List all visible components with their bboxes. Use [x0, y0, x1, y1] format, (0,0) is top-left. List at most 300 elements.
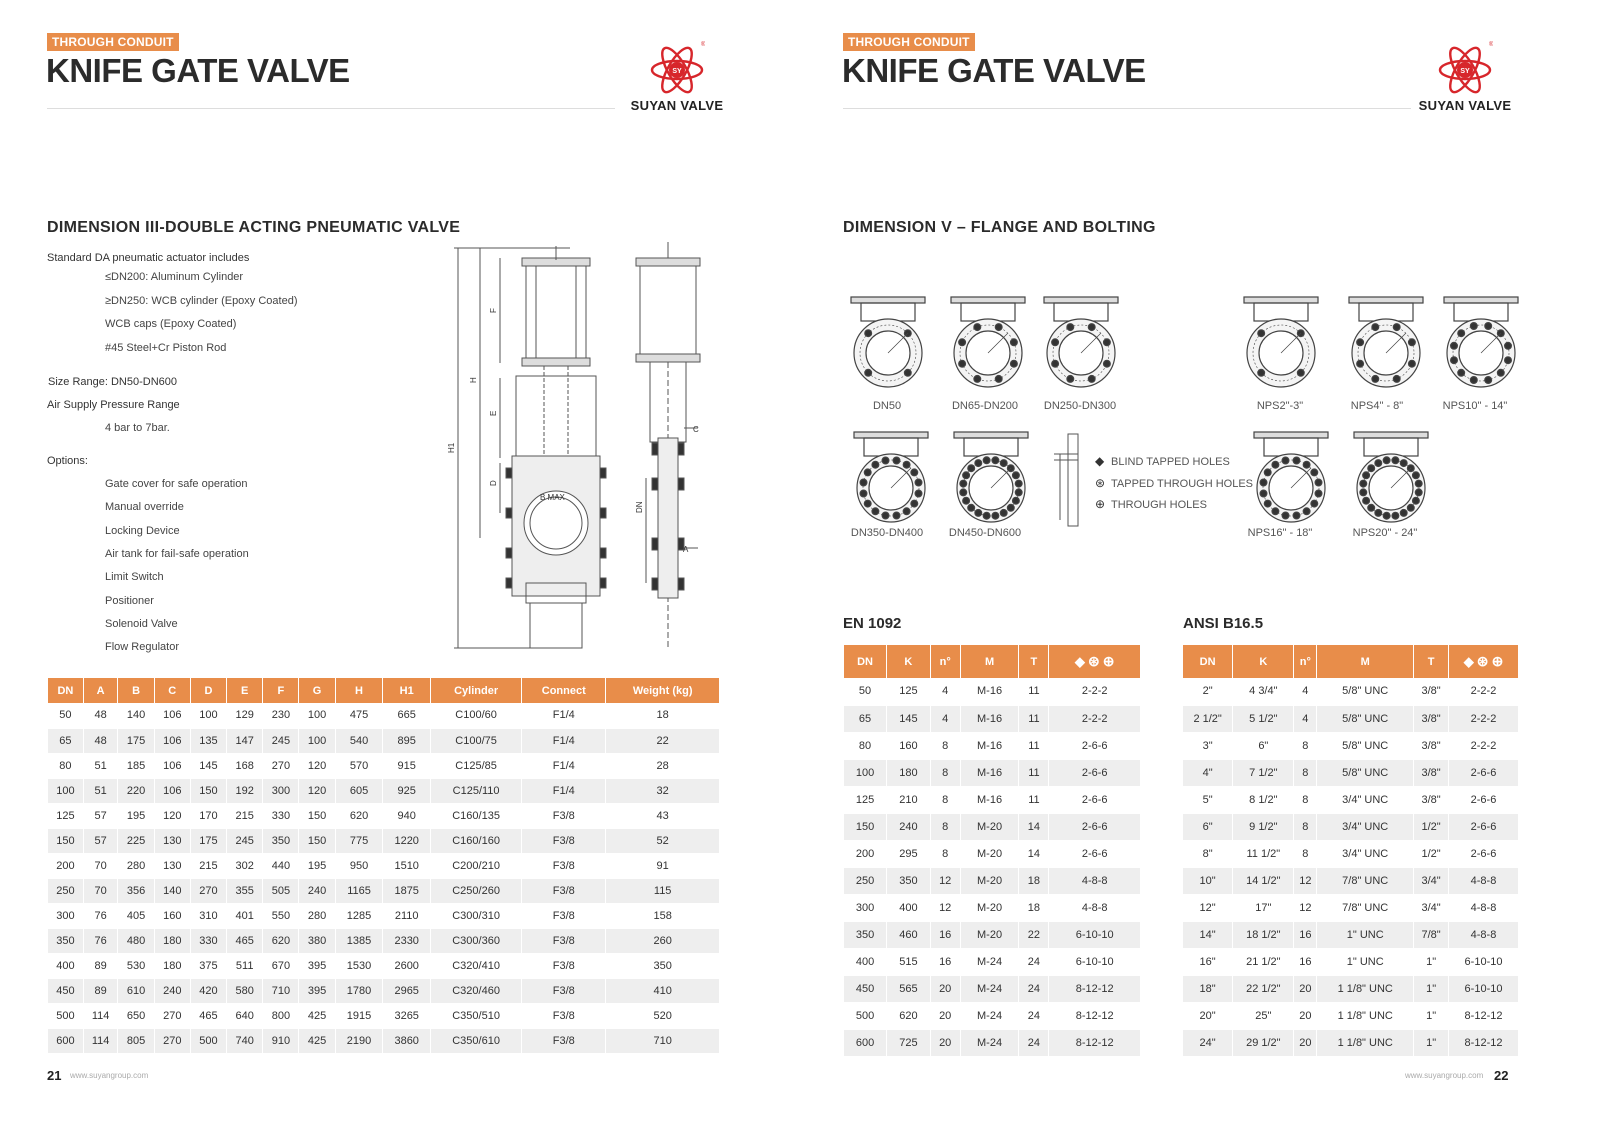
table-cell: 550: [263, 903, 299, 928]
crosshair-circle-icon: ⊕: [1095, 497, 1106, 511]
page-number: 21: [47, 1068, 62, 1083]
footer-url[interactable]: www.suyangroup.com: [70, 1071, 149, 1080]
table-cell: 80: [48, 753, 83, 778]
table-cell: 6-10-10: [1449, 975, 1519, 1002]
table-cell: 16: [930, 921, 960, 948]
table-cell: 195: [299, 853, 335, 878]
table-cell: 57: [83, 803, 118, 828]
table-cell: F3/8: [522, 928, 606, 953]
table-cell: 270: [154, 1028, 190, 1053]
table-cell: 6-10-10: [1049, 921, 1141, 948]
table-cell: C100/75: [431, 728, 522, 753]
header-divider: [843, 108, 1411, 109]
table-cell: 670: [263, 953, 299, 978]
table-cell: 6-10-10: [1449, 948, 1519, 975]
table-cell: 440: [263, 853, 299, 878]
column-header: H: [335, 678, 383, 703]
table-cell: 52: [606, 828, 720, 853]
table-cell: 465: [190, 1003, 226, 1028]
table-cell: 14: [1019, 813, 1049, 840]
table-cell: 16: [930, 948, 960, 975]
table-cell: 8: [1294, 786, 1317, 813]
atom-logo-icon: [1437, 38, 1493, 96]
table-cell: F3/8: [522, 878, 606, 903]
table-cell: 5/8" UNC: [1317, 705, 1414, 732]
table-cell: 650: [118, 1003, 154, 1028]
table-cell: 215: [190, 853, 226, 878]
table-cell: 24": [1183, 1029, 1233, 1056]
table-cell: 12: [1294, 894, 1317, 921]
dim-label-a: A: [683, 545, 689, 554]
table-cell: 1385: [335, 928, 383, 953]
table-cell: 1" UNC: [1317, 948, 1414, 975]
table-cell: 240: [299, 878, 335, 903]
column-header: M: [1317, 645, 1414, 678]
table-row: [1183, 759, 1519, 786]
table-cell: 2-6-6: [1049, 840, 1141, 867]
table-cell: 125: [844, 786, 887, 813]
table-row: [48, 753, 720, 778]
table-cell: 620: [263, 928, 299, 953]
table-cell: 460: [887, 921, 931, 948]
table-cell: 51: [83, 753, 118, 778]
table-cell: 6": [1183, 813, 1233, 840]
table-cell: 710: [263, 978, 299, 1003]
table-cell: 8-12-12: [1049, 1002, 1141, 1029]
table-cell: 520: [606, 1003, 720, 1028]
table-cell: 65: [844, 705, 887, 732]
table-cell: F3/8: [522, 903, 606, 928]
section-heading: DIMENSION III-DOUBLE ACTING PNEUMATIC VALVE: [47, 219, 461, 236]
table-cell: 350: [48, 928, 83, 953]
table-cell: 3860: [383, 1028, 431, 1053]
table-cell: 245: [263, 728, 299, 753]
table-cell: 4-8-8: [1049, 894, 1141, 921]
table-cell: 400: [844, 948, 887, 975]
table-cell: 260: [606, 928, 720, 953]
table-row: [844, 813, 1141, 840]
table-cell: 14": [1183, 921, 1233, 948]
table-cell: 9 1/2": [1233, 813, 1294, 840]
table-cell: F1/4: [522, 778, 606, 803]
column-header: Cylinder: [431, 678, 522, 703]
table-cell: 210: [887, 786, 931, 813]
table-cell: 5/8" UNC: [1317, 678, 1414, 705]
option-item: Limit Switch: [105, 571, 164, 583]
flange-label: NPS10" - 14": [1442, 400, 1508, 412]
table-cell: 600: [48, 1028, 83, 1053]
table-cell: 25": [1233, 1002, 1294, 1029]
column-header: H1: [383, 678, 431, 703]
table-cell: 18 1/2": [1233, 921, 1294, 948]
section-heading: DIMENSION V – FLANGE AND BOLTING: [843, 219, 1156, 236]
table-cell: M-24: [960, 1029, 1019, 1056]
option-item: Gate cover for safe operation: [105, 478, 248, 490]
table-cell: 175: [118, 728, 154, 753]
ansi-table: [1183, 645, 1519, 1057]
table-cell: 775: [335, 828, 383, 853]
table-cell: 100: [299, 703, 335, 728]
table-row: [844, 705, 1141, 732]
table-cell: 100: [190, 703, 226, 728]
en1092-table: [844, 645, 1141, 1057]
table-cell: F3/8: [522, 803, 606, 828]
table-cell: 140: [154, 878, 190, 903]
table-cell: 302: [227, 853, 263, 878]
table-cell: 8-12-12: [1049, 975, 1141, 1002]
table-cell: 270: [190, 878, 226, 903]
table-row: [48, 1003, 720, 1028]
column-header: T: [1414, 645, 1449, 678]
table-cell: M-16: [960, 678, 1019, 705]
table-cell: 21 1/2": [1233, 948, 1294, 975]
table-row: [1183, 813, 1519, 840]
option-item: Locking Device: [105, 525, 180, 537]
table-cell: 114: [83, 1003, 118, 1028]
table-cell: C350/610: [431, 1028, 522, 1053]
table-cell: 200: [48, 853, 83, 878]
table-cell: 270: [263, 753, 299, 778]
dim-label-e: E: [489, 410, 498, 416]
table-cell: 1 1/8" UNC: [1317, 1002, 1414, 1029]
table-cell: 355: [227, 878, 263, 903]
table-cell: 3": [1183, 732, 1233, 759]
brand-name: SUYAN VALVE: [630, 98, 724, 113]
table-cell: C320/410: [431, 953, 522, 978]
table-cell: 14 1/2": [1233, 867, 1294, 894]
table-cell: 220: [118, 778, 154, 803]
table-cell: C320/460: [431, 978, 522, 1003]
table-cell: 43: [606, 803, 720, 828]
table-cell: 425: [299, 1003, 335, 1028]
table-cell: 150: [299, 828, 335, 853]
table-cell: 100: [299, 728, 335, 753]
table-cell: 515: [887, 948, 931, 975]
table-row: [48, 853, 720, 878]
table-cell: 11: [1019, 678, 1049, 705]
table-row: [48, 978, 720, 1003]
table-cell: 605: [335, 778, 383, 803]
table-cell: 51: [83, 778, 118, 803]
table-cell: 120: [154, 803, 190, 828]
flange-label: NPS16" - 18": [1247, 527, 1313, 539]
table-cell: 1510: [383, 853, 431, 878]
section-tag: THROUGH CONDUIT: [843, 33, 975, 51]
table-cell: 450: [844, 975, 887, 1002]
table-cell: 24: [1019, 948, 1049, 975]
table-row: [844, 948, 1141, 975]
table-cell: 16: [1294, 921, 1317, 948]
table-cell: 50: [844, 678, 887, 705]
table-cell: 7/8" UNC: [1317, 894, 1414, 921]
option-item: Manual override: [105, 501, 184, 513]
table-row: [844, 975, 1141, 1002]
table-cell: 725: [887, 1029, 931, 1056]
flange-label: NPS4" - 8": [1350, 400, 1404, 412]
flange-label: NPS2"-3": [1256, 400, 1304, 412]
table-row: [1183, 921, 1519, 948]
table-cell: 1780: [335, 978, 383, 1003]
table-cell: 425: [299, 1028, 335, 1053]
table-cell: 8: [1294, 759, 1317, 786]
table-cell: 200: [844, 840, 887, 867]
table-cell: 20: [930, 1029, 960, 1056]
table-cell: 310: [190, 903, 226, 928]
column-header: Weight (kg): [606, 678, 720, 703]
table-cell: 4: [1294, 678, 1317, 705]
flange-drawing: [950, 430, 1032, 530]
table-cell: F3/8: [522, 1003, 606, 1028]
table-cell: 16: [1294, 948, 1317, 975]
table-cell: 8-12-12: [1049, 1029, 1141, 1056]
dim-label-d: D: [489, 480, 498, 486]
flange-drawing: [1040, 295, 1122, 395]
table-cell: 180: [154, 953, 190, 978]
dim-label-h1: H1: [447, 442, 456, 453]
table-cell: 80: [844, 732, 887, 759]
dim-label-f: F: [489, 308, 498, 313]
table-cell: 240: [887, 813, 931, 840]
table-cell: 895: [383, 728, 431, 753]
table-cell: 11: [1019, 705, 1049, 732]
column-header: M: [960, 645, 1019, 678]
table-cell: M-24: [960, 1002, 1019, 1029]
table-cell: 100: [844, 759, 887, 786]
table-cell: 106: [154, 703, 190, 728]
table-cell: 2": [1183, 678, 1233, 705]
table-cell: 480: [118, 928, 154, 953]
column-header: n°: [930, 645, 960, 678]
table-row: [844, 786, 1141, 813]
table-cell: 4-8-8: [1449, 921, 1519, 948]
table-cell: 130: [154, 828, 190, 853]
table-cell: 24: [1019, 1029, 1049, 1056]
table-cell: C250/260: [431, 878, 522, 903]
hatched-circle-icon: ⊛: [1087, 653, 1100, 669]
table-row: [48, 878, 720, 903]
table-cell: 800: [263, 1003, 299, 1028]
bolt-section-drawing: [1050, 430, 1086, 530]
table-cell: 1/2": [1414, 813, 1449, 840]
table-cell: 375: [190, 953, 226, 978]
spec-item: ≤DN200: Aluminum Cylinder: [105, 271, 244, 283]
table-cell: 180: [887, 759, 931, 786]
table-cell: 8: [1294, 840, 1317, 867]
table-cell: C300/360: [431, 928, 522, 953]
table-cell: F3/8: [522, 1028, 606, 1053]
legend-through: ⊕ THROUGH HOLES: [1095, 497, 1207, 511]
table-cell: 4": [1183, 759, 1233, 786]
dim-label-h: H: [469, 377, 478, 383]
table-row: [1183, 678, 1519, 705]
legend-blind-tapped: ◆ BLIND TAPPED HOLES: [1095, 454, 1230, 468]
table-cell: M-20: [960, 867, 1019, 894]
table-cell: 350: [887, 867, 931, 894]
spec-item: #45 Steel+Cr Piston Rod: [105, 342, 227, 354]
table-row: [48, 778, 720, 803]
table-cell: 180: [154, 928, 190, 953]
table-cell: 4-8-8: [1049, 867, 1141, 894]
table-cell: 10": [1183, 867, 1233, 894]
table-cell: 4: [1294, 705, 1317, 732]
table-cell: 29 1/2": [1233, 1029, 1294, 1056]
table-cell: 12: [930, 894, 960, 921]
filled-diamond-icon: ◆: [1095, 454, 1105, 468]
table-cell: 11: [1019, 732, 1049, 759]
table-cell: 1": [1414, 975, 1449, 1002]
table-cell: 270: [154, 1003, 190, 1028]
page-title: KNIFE GATE VALVE: [842, 52, 1146, 89]
table-cell: 1220: [383, 828, 431, 853]
table-cell: 300: [844, 894, 887, 921]
table-cell: 500: [190, 1028, 226, 1053]
table-cell: 3/4": [1414, 894, 1449, 921]
table-cell: 168: [227, 753, 263, 778]
table-cell: 6-10-10: [1049, 948, 1141, 975]
table-cell: C125/85: [431, 753, 522, 778]
table-cell: 300: [263, 778, 299, 803]
table-row: [48, 928, 720, 953]
footer-url[interactable]: www.suyangroup.com: [1405, 1071, 1484, 1080]
filled-diamond-icon: ◆: [1463, 654, 1474, 669]
table-cell: 2-2-2: [1449, 678, 1519, 705]
flange-label: DN65-DN200: [951, 400, 1019, 412]
options-label: Options:: [47, 455, 88, 467]
table-cell: 350: [606, 953, 720, 978]
flange-drawing: [1345, 295, 1427, 395]
table-cell: 8: [930, 813, 960, 840]
table-row: [844, 867, 1141, 894]
table-cell: 114: [83, 1028, 118, 1053]
table-row: [1183, 786, 1519, 813]
table-cell: 24: [1019, 1002, 1049, 1029]
table-cell: 160: [887, 732, 931, 759]
table-cell: 1530: [335, 953, 383, 978]
svg-text:SY: SY: [672, 68, 682, 75]
table-cell: 106: [154, 778, 190, 803]
table-row: [844, 894, 1141, 921]
air-pressure-value: 4 bar to 7bar.: [105, 422, 170, 434]
table-cell: 3/4" UNC: [1317, 840, 1414, 867]
dim-label-c: C: [693, 425, 699, 434]
column-header: K: [887, 645, 931, 678]
table-cell: 4: [930, 678, 960, 705]
table-cell: 565: [887, 975, 931, 1002]
table-cell: 295: [887, 840, 931, 867]
dim-label-dn: DN: [635, 501, 644, 513]
flange-label: DN50: [872, 400, 902, 412]
ansi-table-title: ANSI B16.5: [1183, 615, 1264, 632]
table-cell: 125: [887, 678, 931, 705]
table-cell: 18: [606, 703, 720, 728]
table-cell: 230: [263, 703, 299, 728]
brand-logo: [1415, 38, 1515, 118]
table-cell: 500: [48, 1003, 83, 1028]
table-cell: 11 1/2": [1233, 840, 1294, 867]
table-cell: 3/8": [1414, 786, 1449, 813]
page-title: KNIFE GATE VALVE: [46, 52, 350, 89]
flange-drawing: [850, 430, 932, 530]
table-cell: 1/2": [1414, 840, 1449, 867]
table-cell: 710: [606, 1028, 720, 1053]
table-cell: 600: [844, 1029, 887, 1056]
table-cell: 106: [154, 728, 190, 753]
table-cell: M-20: [960, 921, 1019, 948]
right-page: [800, 0, 1600, 1142]
table-cell: 12: [930, 867, 960, 894]
table-cell: 185: [118, 753, 154, 778]
table-cell: 405: [118, 903, 154, 928]
table-cell: 225: [118, 828, 154, 853]
table-cell: 665: [383, 703, 431, 728]
flange-drawing: [1440, 295, 1522, 395]
table-cell: 65: [48, 728, 83, 753]
table-cell: F3/8: [522, 828, 606, 853]
table-cell: 11: [1019, 759, 1049, 786]
flange-drawing: [847, 295, 929, 395]
column-header: G: [299, 678, 335, 703]
table-cell: 3/8": [1414, 759, 1449, 786]
table-cell: 380: [299, 928, 335, 953]
crosshair-circle-icon: ⊕: [1491, 653, 1504, 669]
hole-type-icons-header: [1049, 645, 1141, 678]
table-cell: 91: [606, 853, 720, 878]
table-cell: C160/160: [431, 828, 522, 853]
table-cell: 1": [1414, 948, 1449, 975]
table-cell: 20: [930, 975, 960, 1002]
table-cell: C100/60: [431, 703, 522, 728]
table-cell: 350: [844, 921, 887, 948]
table-cell: 2-6-6: [1449, 840, 1519, 867]
table-cell: 280: [118, 853, 154, 878]
page-number: 22: [1494, 1068, 1509, 1083]
table-cell: 195: [118, 803, 154, 828]
table-cell: M-16: [960, 786, 1019, 813]
table-cell: 5/8" UNC: [1317, 732, 1414, 759]
table-cell: 150: [48, 828, 83, 853]
table-cell: F1/4: [522, 728, 606, 753]
table-cell: 8: [930, 732, 960, 759]
column-header: F: [263, 678, 299, 703]
table-cell: 12: [1294, 867, 1317, 894]
table-cell: 150: [844, 813, 887, 840]
table-cell: 250: [48, 878, 83, 903]
column-header: B: [118, 678, 154, 703]
table-cell: 1 1/8" UNC: [1317, 975, 1414, 1002]
table-cell: 106: [154, 753, 190, 778]
table-cell: 130: [154, 853, 190, 878]
table-cell: 330: [190, 928, 226, 953]
table-cell: M-16: [960, 759, 1019, 786]
table-cell: 20": [1183, 1002, 1233, 1029]
table-cell: C350/510: [431, 1003, 522, 1028]
filled-diamond-icon: ◆: [1074, 654, 1085, 669]
table-cell: C300/310: [431, 903, 522, 928]
table-cell: 20: [1294, 1029, 1317, 1056]
dim-label-bmax: B MAX: [540, 493, 565, 502]
brand-name: SUYAN VALVE: [1418, 98, 1512, 113]
table-cell: 450: [48, 978, 83, 1003]
table-cell: 8: [1294, 813, 1317, 840]
table-cell: M-16: [960, 732, 1019, 759]
table-cell: 1": [1414, 1002, 1449, 1029]
table-cell: 8: [930, 759, 960, 786]
hatched-circle-icon: ⊛: [1095, 476, 1106, 490]
table-row: [48, 828, 720, 853]
table-cell: 400: [887, 894, 931, 921]
table-cell: 4: [930, 705, 960, 732]
table-cell: 18: [1019, 867, 1049, 894]
